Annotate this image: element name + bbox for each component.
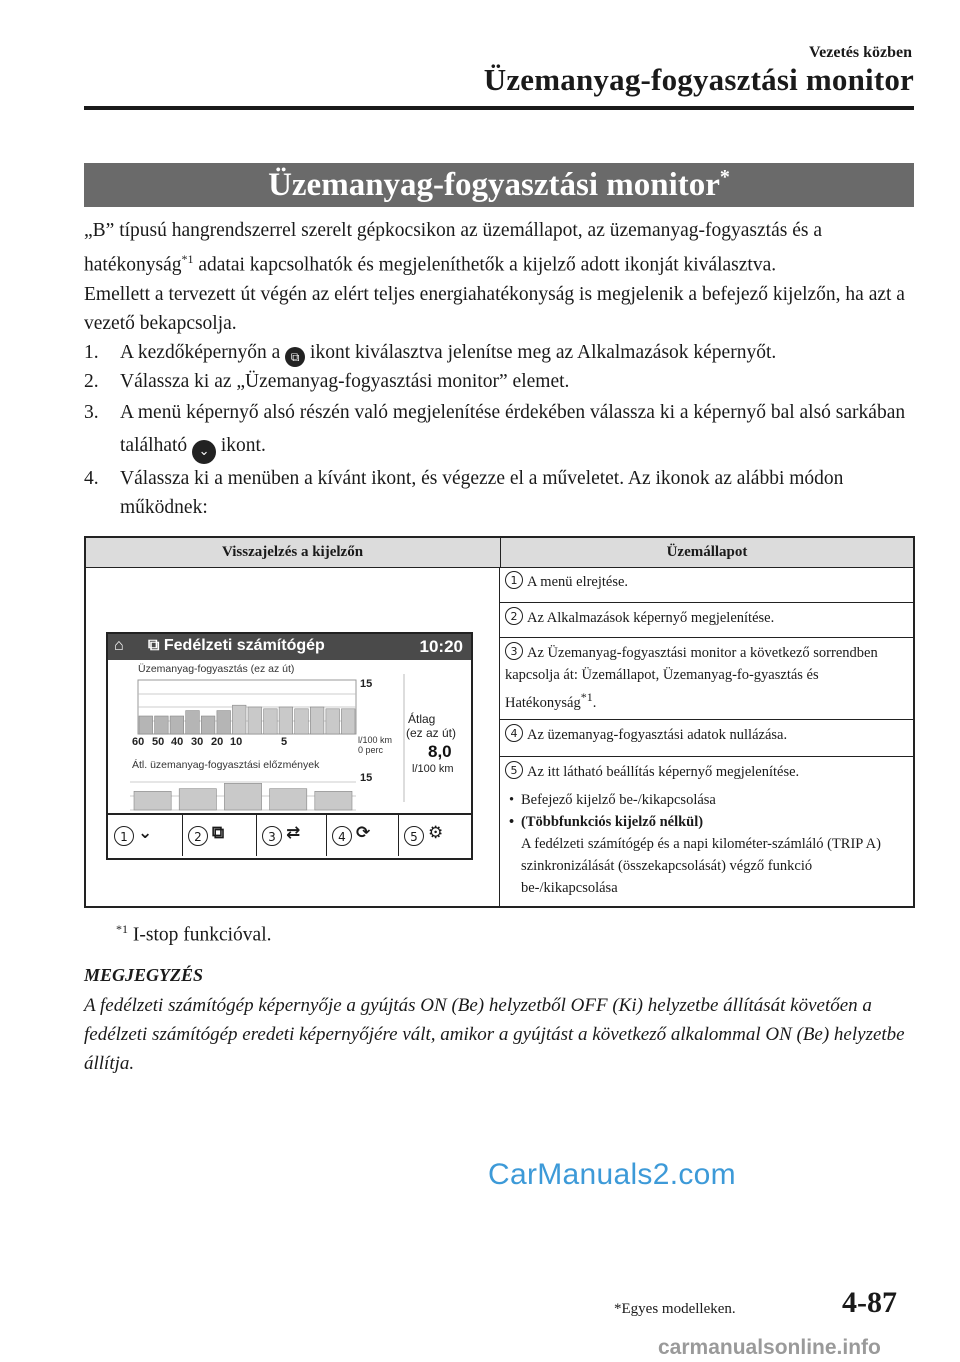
chevron-down-icon: ⌄	[192, 440, 216, 464]
callout-number: 3	[505, 642, 523, 660]
chart2-bar	[224, 783, 261, 810]
list-item: • Befejező kijelző be-/kikapcsolása	[505, 789, 905, 811]
refresh-icon: ⟳	[356, 823, 371, 843]
body-text	[84, 216, 919, 522]
chart1-x-tick: 40	[171, 736, 184, 748]
footnote-ref: *1	[181, 252, 194, 266]
table-header	[86, 538, 913, 568]
chart1-x-tick: 5	[281, 736, 288, 748]
chart1-bar	[186, 711, 200, 734]
chart2-title: Átl. üzemanyag-fogyasztási előzmények	[132, 759, 320, 771]
chart1-x-tick: 20	[211, 736, 224, 748]
section-banner	[84, 163, 914, 207]
chart1-zero: 0 perc	[358, 745, 384, 755]
average-unit: l/100 km	[412, 763, 454, 775]
watermark: CarManuals2.com	[488, 1158, 736, 1191]
chart2-bar	[134, 791, 171, 810]
step-1: 1. A kezdőképernyőn a ⧉ ikont kiválasztva jelenítse meg az Alkalmazások képernyőt.	[84, 338, 919, 367]
chart1-x-tick: 10	[230, 736, 243, 748]
footer-site: carmanualsonline.info	[658, 1336, 881, 1359]
step-3: 3. A menü képernyő alsó részén való megjelenítése érdekében válassza ki a képernyő bal alsó sarkában található ⌄ ikont.	[84, 396, 919, 464]
banner-mark: *	[719, 166, 730, 188]
header-rule	[84, 106, 914, 110]
chart2-bar	[315, 791, 352, 810]
running-head-section: Vezetés közben	[809, 44, 912, 61]
chart1-bar	[155, 716, 169, 734]
screen-menu-bar	[108, 813, 471, 858]
banner-title: Üzemanyag-fogyasztási monitor	[268, 167, 720, 203]
step-2: 2. Válassza ki az „Üzemanyag-fogyasztási monitor” elemet.	[84, 370, 570, 392]
chart1-bar	[310, 707, 324, 734]
gear-icon: ⚙	[428, 823, 444, 843]
switch-icon: ⇄	[286, 823, 301, 843]
note-text: A fedélzeti számítógép képernyője a gyújtás ON (Be) helyzetből OFF (Ki) helyzetbe állítását követően a fedélzeti számítógép eredeti képernyőjére vált, amikor a gyújtást a következő alkalommal ON (Be) helyzetbe állítja.	[84, 995, 905, 1074]
chevron-down-icon: ⌄	[138, 823, 153, 843]
footer-note: *Egyes modelleken.	[614, 1301, 736, 1317]
chart1-unit: l/100 km	[358, 735, 393, 745]
chart1-title: Üzemanyag-fogyasztás (ez az út)	[138, 663, 295, 675]
footnote: $^{*1}$ I-stop funkcióval.	[116, 922, 272, 946]
chart1-bar	[248, 707, 262, 734]
home-icon: ⌂	[114, 637, 124, 654]
note-heading: MEGJEGYZÉS	[84, 965, 204, 985]
table-row: 3 Az Üzemanyag-fogyasztási monitor a következő sorrendben kapcsolja át: Üzemállapot, Üzemanyag-fo-gyasztás és Hatékonyság$^{*1}$.	[500, 637, 913, 719]
chart1-bar	[295, 709, 309, 734]
table-header-operation: Üzemállapot	[500, 538, 913, 567]
callout-number: 4	[505, 724, 523, 742]
chart1-x-tick: 60	[132, 736, 145, 748]
chart1-bar	[201, 716, 215, 734]
average-sublabel: (ez az út)	[406, 726, 457, 740]
table-row: 5 Az itt látható beállítás képernyő megjelenítése. • Befejező kijelző be-/kikapcsolása • (Többfunkciós kijelző nélkül) A fedélzeti számítógép és a napi kilométer-számláló (TRIP A) szinkronizálását (összekapcsolását) végző funkció be-/kikapcsolása	[500, 756, 913, 908]
chart1-bar	[264, 709, 278, 734]
step-4: 4. Válassza ki a menüben a kívánt ikont, és végezze el a műveletet. Az ikonok az alábbi módon működnek:	[84, 467, 844, 518]
chart2-ymax: 15	[360, 772, 373, 784]
chart1-bar	[279, 707, 293, 734]
reset-button[interactable]: 4 ⟳	[326, 815, 399, 856]
list-item-detail: A fedélzeti számítógép és a napi kilométer-számláló (TRIP A) szinkronizálását (összekapcsolását) végző funkció be-/kikapcsolása	[521, 836, 881, 896]
intro-paragraph-1: „B” típusú hangrendszerrel szerelt gépkocsikon az üzemállapot, az üzemanyag-fogyasztás és a hatékonyság$^{*1}$ adatai kapcsolhatók és megjeleníthetők a kijelző adott ikonját kiválasztva.	[84, 220, 822, 276]
settings-button[interactable]: 5 ⚙	[398, 815, 471, 856]
table-row: 2 Az Alkalmazások képernyő megjelenítése.	[500, 602, 913, 637]
trip-computer-screen	[106, 632, 473, 860]
table-row: 4 Az üzemanyag-fogyasztási adatok nullázása.	[500, 719, 913, 756]
callout-number: 5	[505, 761, 523, 779]
chart1-bar	[341, 709, 355, 734]
chart2-plot	[130, 782, 356, 810]
apps-icon: ⧉	[212, 823, 225, 843]
chart1-bar	[326, 709, 340, 734]
callout-number: 2	[505, 607, 523, 625]
average-label: Átlag	[408, 712, 436, 726]
screen-title: ⧉ Fedélzeti számítógép	[148, 637, 325, 654]
hide-menu-button[interactable]: 1 ⌄	[108, 815, 183, 856]
list-item: • (Többfunkciós kijelző nélkül)	[505, 811, 905, 833]
chart1-bar	[170, 716, 184, 734]
average-value: 8,0	[428, 742, 452, 761]
chart2-bar	[270, 789, 307, 810]
chart2-bar	[179, 789, 216, 810]
chart1-bar	[139, 716, 153, 734]
screen-clock: 10:20	[419, 637, 463, 656]
table-row: 1 A menü elrejtése.	[500, 567, 913, 602]
operation-table	[84, 536, 915, 908]
applications-button[interactable]: 2 ⧉	[182, 815, 257, 856]
chart1-ymax: 15	[360, 678, 373, 690]
page-number: 4-87	[842, 1286, 897, 1319]
switch-screen-button[interactable]: 3 ⇄	[256, 815, 327, 856]
intro-paragraph-2: Emellett a tervezett út végén az elért teljes energiahatékonyság is megjelenik a befejező kijelzőn, ha azt a vezető bekapcsolja.	[84, 283, 905, 334]
chart1-bar	[232, 705, 246, 734]
chart1-x-tick: 50	[152, 736, 165, 748]
chart1-x-tick: 30	[191, 736, 204, 748]
chart1-plot	[138, 680, 356, 734]
callout-number: 1	[505, 571, 523, 589]
table-header-display: Visszajelzés a kijelzőn	[221, 544, 364, 560]
chart1-bar	[217, 711, 231, 734]
running-head-title: Üzemanyag-fogyasztási monitor	[483, 62, 914, 97]
apps-icon: ⧉	[285, 347, 305, 367]
